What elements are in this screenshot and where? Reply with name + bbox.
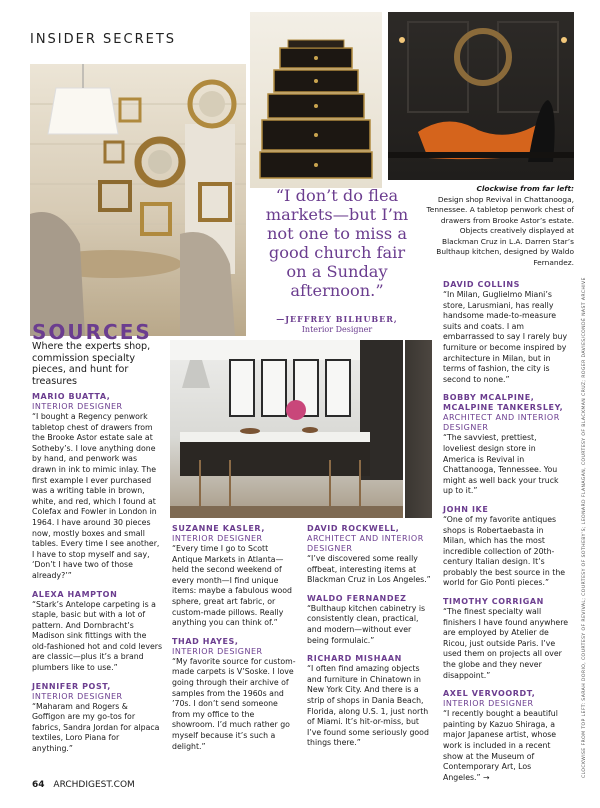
- source-entry: [443, 393, 569, 497]
- pull-quote: “I don’t do flea markets—but I’m not one to miss a good church fair on a Sunday afternoon.”: [265, 186, 409, 300]
- source-quote: “I’ve discovered some really offbeat, interesting items at Blackman Cruz in Los Angeles.”: [307, 554, 431, 585]
- source-name: BOBBY MCALPINE, MCALPINE TANKERSLEY,: [443, 393, 564, 413]
- source-entry: [443, 280, 569, 385]
- source-name: TIMOTHY CORRIGAN: [443, 597, 544, 607]
- page-footer: [32, 780, 135, 790]
- source-name: RICHARD MISHAAN: [307, 654, 402, 664]
- sources-column-3: [307, 524, 432, 757]
- source-quote: “One of my favorite antiques shops is Robertaebasta in Milan, which has the most incredible collection of 20th-century Italian design. It’s probably the best source in the world for Gio Ponti pieces.”: [443, 514, 566, 588]
- section-header: INSIDER SECRETS: [30, 32, 177, 47]
- source-entry: [307, 654, 432, 749]
- pull-quote-name: —JEFFREY BILHUBER,: [276, 314, 398, 324]
- source-entry: [32, 590, 162, 674]
- source-entry: [172, 637, 297, 752]
- photo-caption: [424, 184, 574, 268]
- site-url: ARCHDIGEST.COM: [53, 780, 135, 790]
- source-role: ARCHITECT AND INTERIOR DESIGNER: [307, 534, 424, 553]
- kitchen-cabinet-strip: [405, 340, 432, 518]
- photo-credits-text: CLOCKWISE FROM TOP LEFT: SARAH DORIO, COURTESY OF REVIVAL; COURTESY OF SOTHEBY’S; LEONARD FLANAGAN, COURTESY OF BLACKMAN CRUZ; ROGER DAVIES/CONDÉ NAST ARCHIVE: [582, 277, 587, 778]
- source-role: INTERIOR DESIGNER: [172, 534, 263, 543]
- source-name: AXEL VERVOORDT,: [443, 689, 536, 699]
- source-name: THAD HAYES,: [172, 636, 239, 646]
- source-name: DAVID ROCKWELL,: [307, 524, 400, 533]
- source-entry: [443, 597, 569, 681]
- source-quote: “Stark’s Antelope carpeting is a staple, basic but with a lot of pattern. And Dornbracht’s Madison sink fittings with the old-fashioned hot and cold levers are classic—plus it’s a brand plumbers like to use.”: [32, 599, 163, 673]
- source-name: ALEXA HAMPTON: [32, 589, 118, 599]
- source-entry: [307, 594, 432, 646]
- source-entry: [443, 505, 569, 589]
- sources-subtitle: Where the experts shop, commission specialty pieces, and hunt for treasures: [32, 341, 151, 387]
- sources-title: SOURCES: [32, 320, 152, 344]
- penwork-chest-photo: [250, 12, 382, 188]
- source-name: JOHN IKE: [443, 504, 489, 514]
- page-number: 64: [32, 780, 45, 790]
- mirror-wall-photo: [30, 64, 246, 336]
- source-role: INTERIOR DESIGNER: [32, 691, 123, 701]
- source-quote: “Every time I go to Scott Antique Markets in Atlanta—held the second weekend of every month—I find unique items: maybe a fabulous wood sphere, great art fabric, or custom-made pillows. Really anything you can think of.”: [172, 544, 292, 628]
- photo-credits: [580, 250, 590, 780]
- source-quote: “I recently bought a beautiful painting by Kazuo Shiraga, a major Japanese artist, whose work is included in a recent show at the Museum of Contemporary Art, Los Angeles.” →: [443, 709, 558, 782]
- source-quote: “My favorite source for custom-made carpets is V’Soske. I love going through their archive of samples from the 1960s and ’70s. I don’t send someone from my office to the showroom. I’d much rather go myself because it’s such a delight.”: [172, 656, 296, 751]
- source-role: INTERIOR DESIGNER: [32, 402, 123, 411]
- source-role: ARCHITECT AND INTERIOR DESIGNER: [443, 413, 560, 433]
- source-entry: [32, 392, 162, 582]
- source-name: WALDO FERNANDEZ: [307, 593, 407, 603]
- source-name: MARIO BUATTA,: [32, 392, 111, 401]
- source-entry: [32, 682, 162, 755]
- source-entry: [443, 689, 569, 783]
- source-quote: “In Milan, Guglielmo Miani’s store, Larusmiani, has really handsome made-to-measure suits and coats. I am embarrassed to say I rarely buy furniture or become inspired by architecture in Milan, but in terms of fashion, the city is second to none.”: [443, 290, 568, 384]
- pull-quote-attribution: [262, 314, 412, 335]
- source-quote: “The savviest, prettiest, loveliest design store in America is Revival in Chattanooga, Tennessee. You might as well back your truck up to it.”: [443, 433, 559, 496]
- pull-quote-role: Interior Designer: [301, 325, 373, 334]
- source-name: SUZANNE KASLER,: [172, 524, 265, 533]
- caption-text: Design shop Revival in Chattanooga, Tennessee. A tabletop penwork chest of drawers from Brooke Astor’s estate. Objects creatively displayed at Blackman Cruz in L.A. Darren Star’s Bulthaup kitchen, designed by Waldo Fernandez.: [426, 194, 574, 267]
- source-quote: “Maharam and Rogers & Goffigon are my go-tos for fabrics, Sandra Jordan for alpaca textiles, Loro Piana for anything.”: [32, 701, 160, 754]
- sources-column-1: [32, 392, 162, 763]
- caption-title: Clockwise from far left:: [476, 184, 574, 193]
- source-role: INTERIOR DESIGNER: [172, 646, 263, 656]
- sources-column-4: [443, 280, 569, 791]
- source-quote: “Bulthaup kitchen cabinetry is consistently clean, practical, and modern—without ever being formulaic.”: [307, 603, 426, 645]
- source-entry: [172, 524, 297, 629]
- source-name: JENNIFER POST,: [32, 681, 111, 691]
- sources-column-2: [172, 524, 297, 760]
- source-quote: “I often find amazing objects and furniture in Chinatown in New York City. And there is a strip of shops in Dania Beach, Florida, along U.S. 1, just north of Miami. It’s hit-or-miss, but I’ve found some seriously good things there.”: [307, 664, 429, 748]
- blackman-cruz-display-photo: [388, 12, 574, 180]
- source-quote: “The finest specialty wall finishers I have found anywhere are employed by Atelier de Ricou, just outside Paris. I’ve used them on projects all over the globe and they never disappoint.”: [443, 607, 569, 680]
- source-entry: [307, 524, 432, 586]
- bulthaup-kitchen-photo: [170, 340, 403, 518]
- source-role: INTERIOR DESIGNER: [443, 699, 534, 709]
- source-name: DAVID COLLINS: [443, 280, 520, 289]
- source-quote: “I bought a Regency penwork tabletop chest of drawers from the Brooke Astor estate sale at Sotheby’s. I love anything done by hand, and penwork was drawn in ink to mimic inlay. The first example I ever purchased was a writing table in brown, white, and red, which I found at Colefax and Fowler in London in 1964. I have around 30 pieces now, mostly boxes and small tables. Every time I see another, I have to stop myself and say, ‘Don’t I have two of those already?’”: [32, 412, 160, 580]
